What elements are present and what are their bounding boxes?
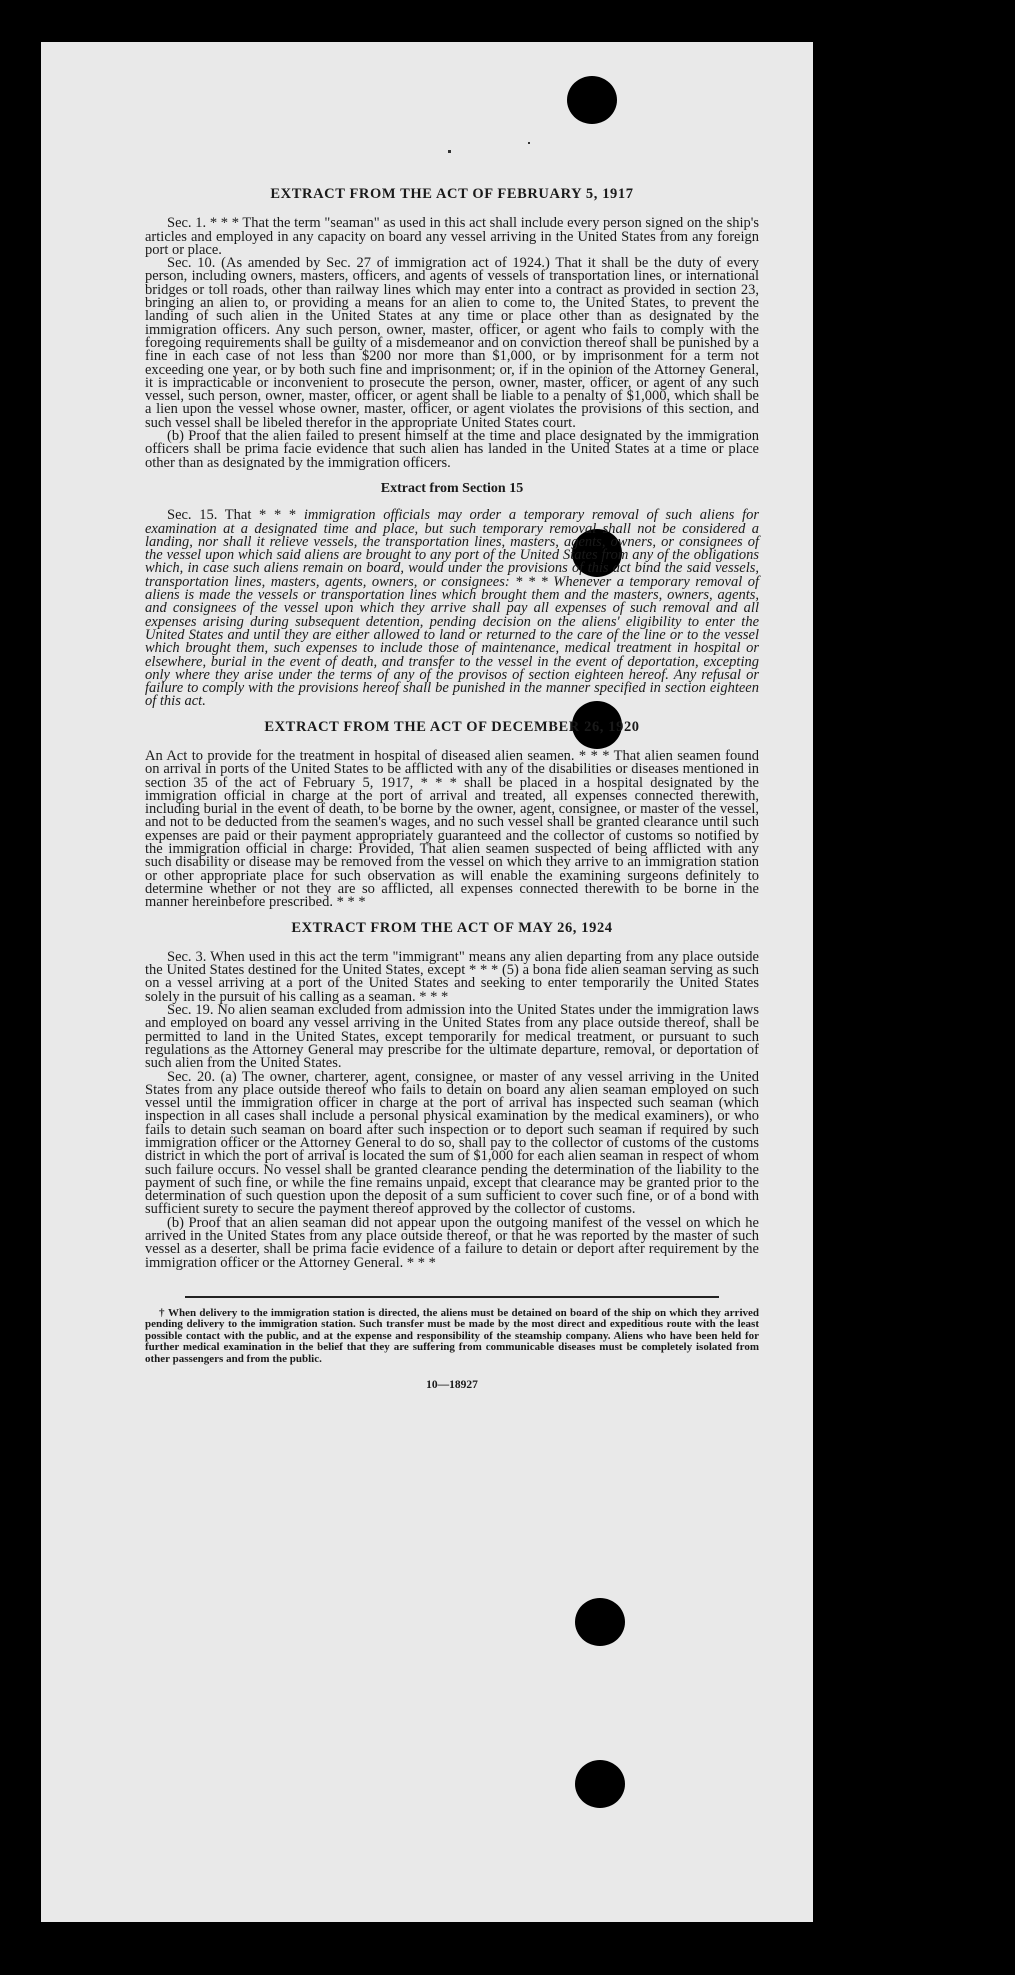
paragraph: Sec. 1. * * * That the term "seaman" as used in this act shall include every person signed on the ship's articles and employed in any capacity on board any vessel arriving in the United States from any foreign port or place. bbox=[145, 215, 759, 258]
paragraph: Sec. 10. (As amended by Sec. 27 of immigration act of 1924.) That it shall be the duty of every person, including owners, masters, officers, and agents of vessels of transportation lines, or international bridges or toll roads, other than railway lines which may enter into a contract as provided in section 23, bringing an alien to, or providing a means for an alien to come to, the United States, to prevent the landing of such alien in the United States at any time or place other than as designated by the immigration officers. Any such person, owner, master, officer, or agent who fails to comply with the foregoing requirements shall be guilty of a misdemeanor and on conviction thereof shall be punished by a fine in each case of not less than $200 nor more than $1,000, or by imprisonment for a term not exceeding one year, or by both such fine and imprisonment; or, if in the opinion of the Attorney General, it is impracticable or inconvenient to prosecute the person, owner, master, officer, or agent of any such vessel, such person, owner, master, officer, or agent shall be liable to a penalty of $1,000, which shall be a lien upon the vessel whose owner, master, officer, or agent violates the provisions of this section, and such vessel shall be libeled therefor in the appropriate United States court. bbox=[145, 255, 759, 431]
section-heading: EXTRACT FROM THE ACT OF FEBRUARY 5, 1917 bbox=[270, 186, 634, 202]
scan-speck bbox=[528, 142, 530, 144]
section-subheading: Extract from Section 15 bbox=[380, 480, 524, 496]
punch-hole bbox=[575, 1598, 625, 1646]
section-act-1920 bbox=[145, 718, 759, 911]
section-heading: EXTRACT FROM THE ACT OF DECEMBER 26, 1920 bbox=[264, 718, 640, 735]
section-heading: EXTRACT FROM THE ACT OF MAY 26, 1924 bbox=[291, 919, 613, 936]
section-extract-15 bbox=[145, 482, 759, 709]
paragraph: An Act to provide for the treatment in hospital of diseased alien seamen. * * * That alien seamen found on arrival in ports of the United States to be afflicted with any of the disabilities or diseases mentioned in section 35 of the act of February 5, 1917, * * * shall be placed in a hospital designated by the immigration official in charge at the port of arrival and treated, all expenses connected therewith, including burial in the event of death, to be borne by the owner, agent, consignee, or master of the vessel, and not to be deducted from the seamen's wages, and no such vessel shall be granted clearance until such expenses are paid or their payment appropriately guaranteed and the collector of customs so notified by the immigration official in charge: Provided, That alien seamen suspected of being afflicted with any such disability or disease may be removed from the vessel on which they arrive to an immigration station or other appropriate place for such observation as will enable the examining surgeons definitely to determine whether or not they are so afflicted, all expenses connected therewith to be borne in the manner hereinbefore prescribed. * * * bbox=[145, 747, 759, 911]
paragraph: (b) Proof that the alien failed to present himself at the time and place designated by the immigration officers shall be prima facie evidence that such alien has landed in the United States at a time or place other than as designated by the immigration officers. bbox=[145, 428, 759, 471]
punch-hole bbox=[567, 76, 617, 124]
footnote-divider bbox=[185, 1296, 719, 1298]
paragraph-italic-text: immigration officials may order a temporary removal of such aliens for examination at a designated time and place, but such temporary removal shall not be considered a landing, nor shall it relieve vessels, the transportation lines, masters, agents, owners, or consignees of the vessel upon which said aliens are brought to any port of the United States from any of the obligations which, in case such aliens remain on board, would under the provisions of this act bind the said vessels, transportation lines, masters, agents, owners, or consignees: * * * Whenever a temporary removal of aliens is made the vessels or transportation lines which brought them and the masters, owners, agents, and consignees of the vessel upon which they arrive shall pay all expenses of such removal and all expenses arising during subsequent detention, pending decision on the aliens' eligibility to enter the United States and until they are either allowed to land or returned to the care of the line or to the vessel which brought them, such expenses to include those of maintenance, medical treatment in hospital or elsewhere, burial in the event of death, and transfer to the vessel in the event of deportation, excepting only where they arise under the terms of any of the provisos of section eighteen hereof. Any refusal or failure to comply with the provisions hereof shall be punished in the manner specified in section eighteen of this act. bbox=[145, 507, 760, 710]
paragraph: Sec. 19. No alien seaman excluded from admission into the United States under the immigration laws and employed on board any vessel arriving in the United States from any place outside thereof, shall be permitted to land in the United States, except temporarily for medical treatment, or pursuant to such regulations as the Attorney General may prescribe for the ultimate departure, removal, or deportation of such alien from the United States. bbox=[145, 1002, 759, 1072]
page-identifier: 10—18927 bbox=[426, 1379, 478, 1391]
section-act-1924 bbox=[145, 919, 759, 1271]
paragraph-lead: Sec. 15. That * * * bbox=[167, 507, 297, 524]
paragraph: Sec. 3. When used in this act the term "immigrant" means any alien departing from any place outside the United States destined for the United States, except * * * (5) a bona fide alien seaman serving as such on a vessel arriving at a port of the United States and seeking to enter temporarily the United States solely in the pursuit of his calling as a seaman. * * * bbox=[145, 948, 759, 1005]
footnote bbox=[145, 1308, 759, 1365]
scan-speck bbox=[448, 150, 451, 153]
paragraph: Sec. 20. (a) The owner, charterer, agent, consignee, or master of any vessel arriving in the United States from any place outside thereof who fails to detain on board any alien seaman employed on such vessel until the immigration officer in charge at the port of arrival has inspected such seaman (which inspection in all cases shall include a personal physical examination by the medical examiners), or who fails to detain such seaman on board after such inspection or to deport such seaman if required by such immigration officer or the Attorney General to do so, shall pay to the collector of customs of the customs district in which the port of arrival is located the sum of $1,000 for each alien seaman in respect of whom such failure occurs. No vessel shall be granted clearance pending the determination of the liability to the payment of such fine, or while the fine remains unpaid, except that clearance may be granted prior to the determination of such question upon the deposit of a sum sufficient to cover such fine, or of a bond with sufficient surety to secure the payment thereof approved by the collector of customs. bbox=[145, 1068, 759, 1218]
paragraph: (b) Proof that an alien seaman did not appear upon the outgoing manifest of the vessel on which he arrived in the United States from any place outside thereof, or that he was reported by the master of such vessel as a deserter, shall be prima facie evidence of a failure to detain or deport after requirement by the immigration officer or the Attorney General. * * * bbox=[145, 1214, 759, 1271]
document-body bbox=[145, 188, 759, 1392]
section-act-1917 bbox=[145, 188, 759, 470]
italic-paragraph bbox=[145, 509, 759, 708]
footnote-text: † When delivery to the immigration station is directed, the aliens must be detained on board of the ship on which they arrived pending delivery to the immigration station. Such transfer must be made by the most direct and expeditious route with the least possible contact with the public, and at the expense and responsibility of the steamship company. Aliens who have been held for further medical examination in the belief that they are suffering from communicable diseases must be completely isolated from other passengers and from the public. bbox=[145, 1306, 759, 1365]
punch-hole bbox=[575, 1760, 625, 1808]
document-page bbox=[41, 42, 813, 1922]
